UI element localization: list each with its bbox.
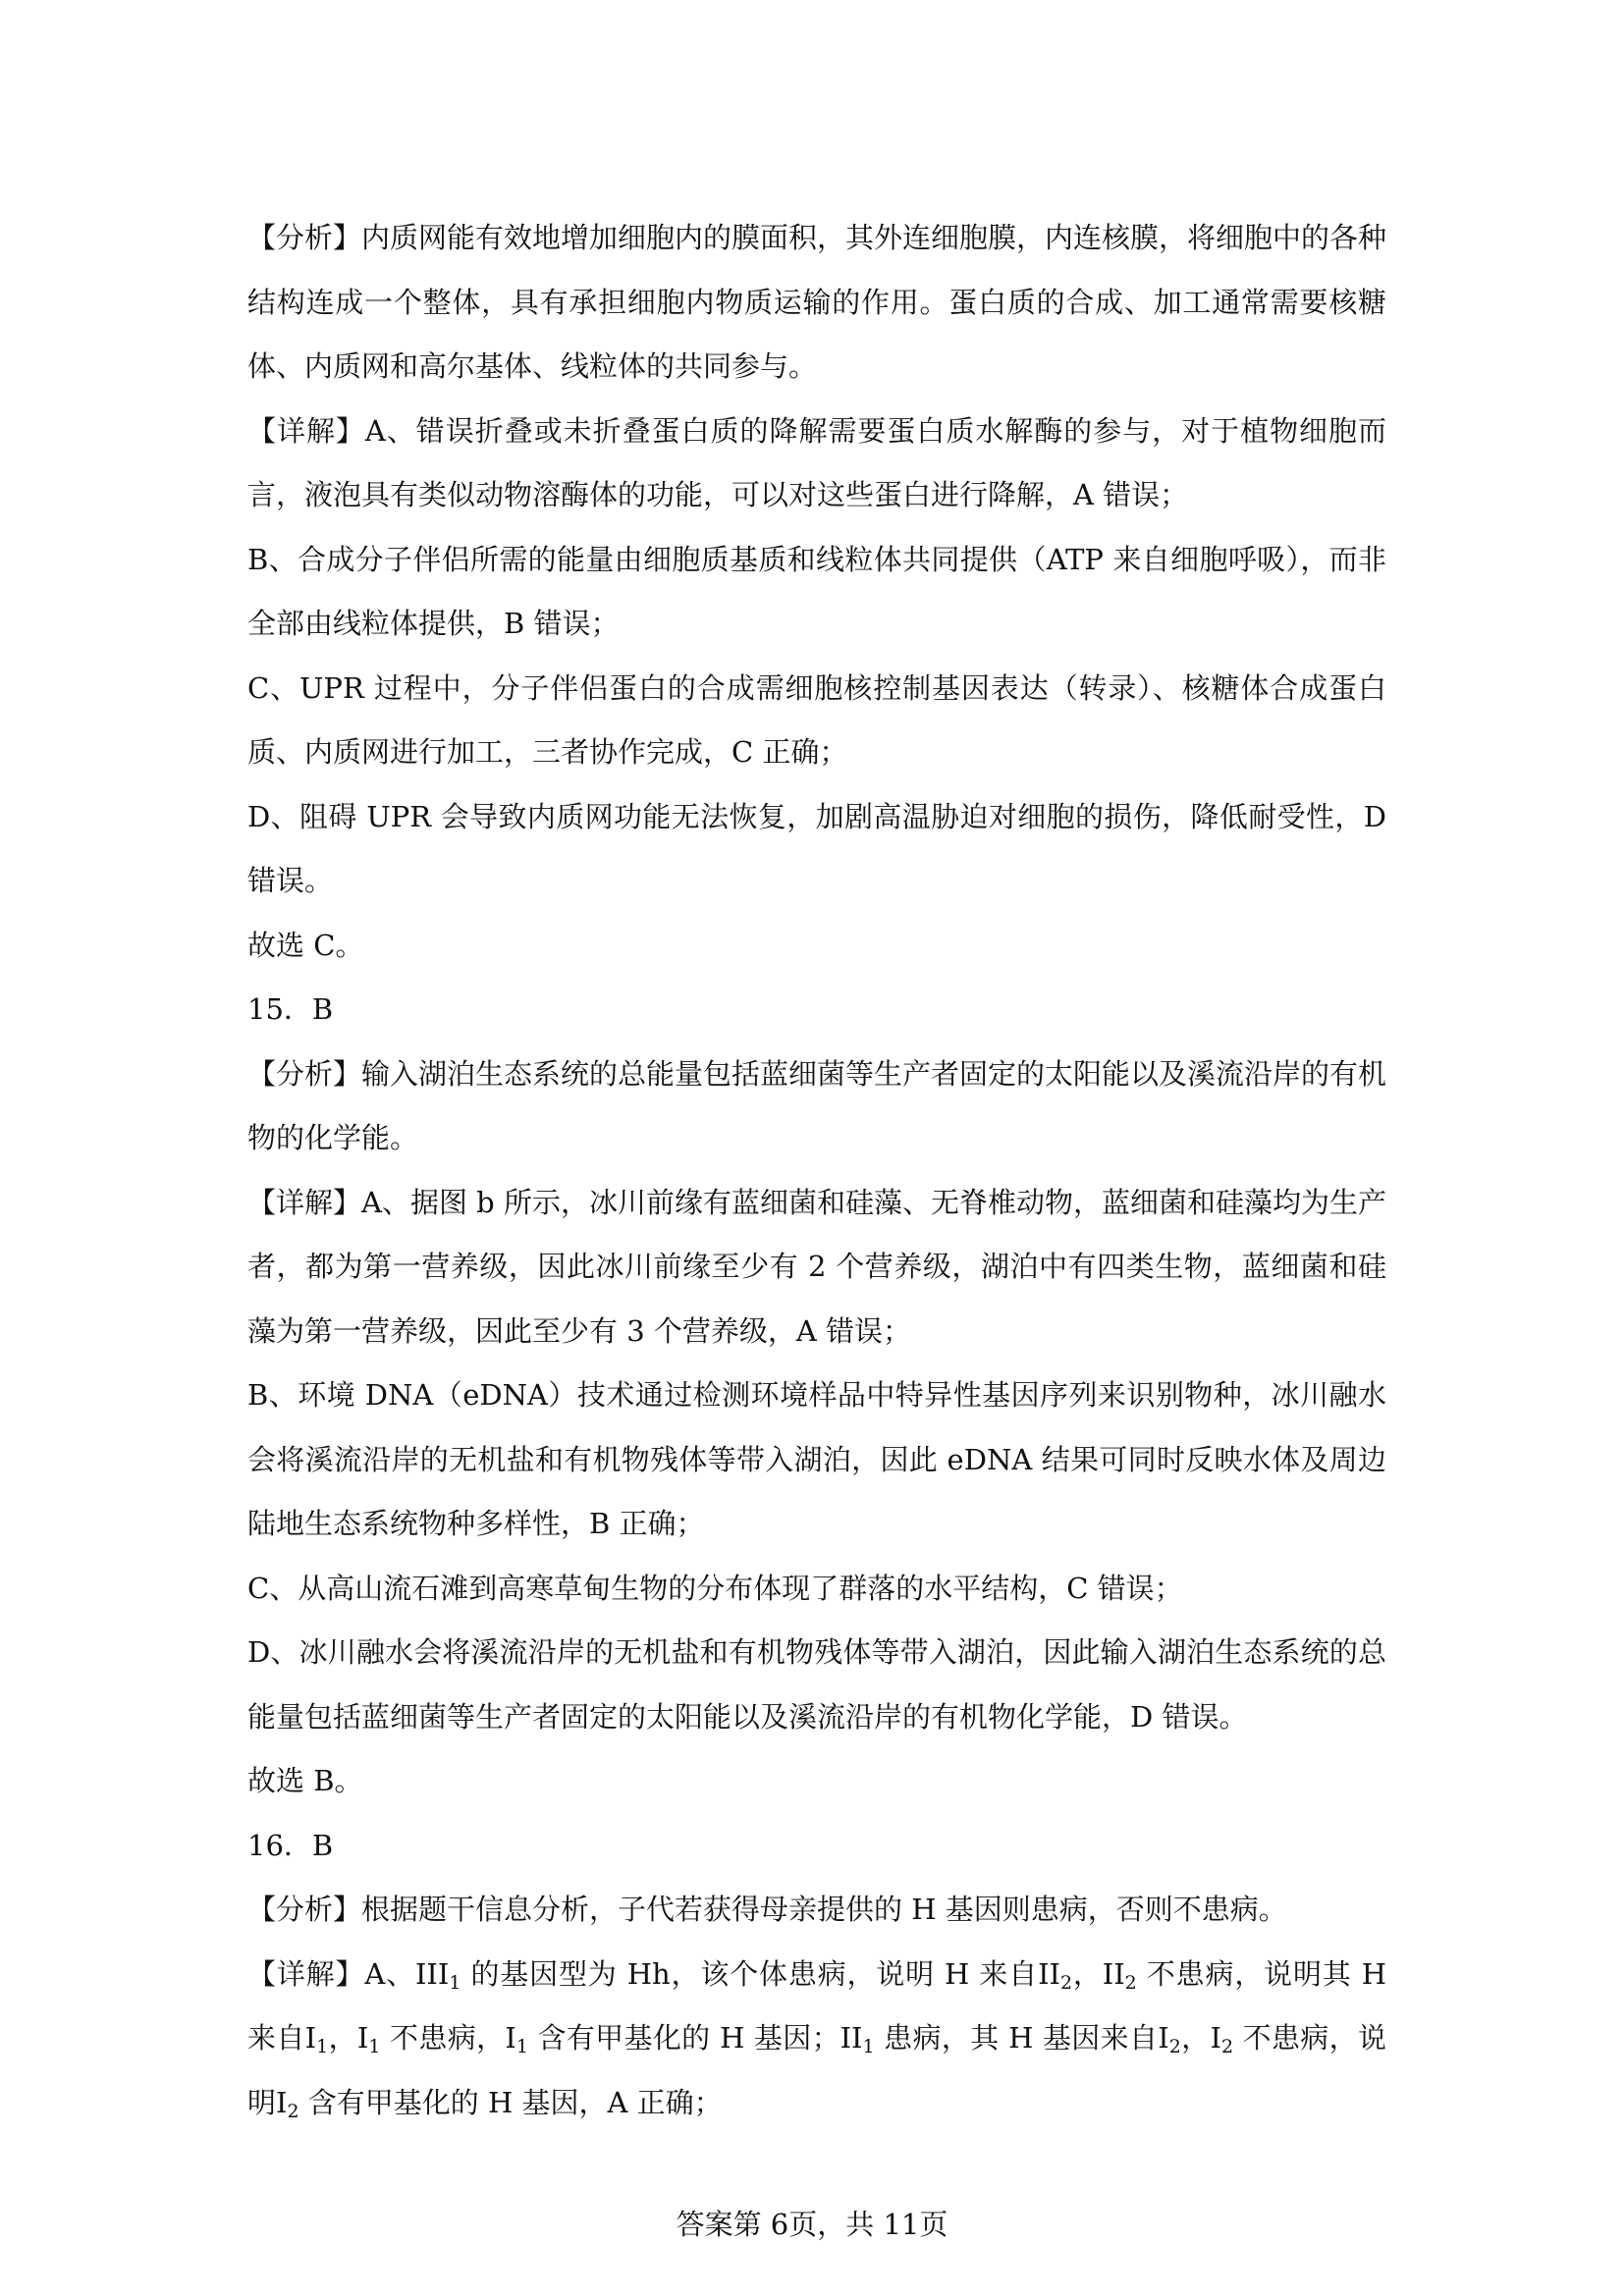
text-run: 不患病，说明其 H 来自I (247, 1956, 1387, 2055)
text-run: 【详解】A、III (247, 1956, 450, 1991)
conclusion-q15: 故选 B。 (247, 1764, 363, 1797)
page-footer: 答案第 6页，共 11页 (676, 2208, 948, 2241)
subscript: 1 (449, 1971, 461, 1994)
detail-paragraph-q14-a: 【详解】A、错误折叠或未折叠蛋白质的降解需要蛋白质水解酶的参与，对于植物细胞而言，液泡具有类似动物溶酶体的功能，可以对这些蛋白进行降解，A 错误； (247, 413, 1386, 511)
analysis-paragraph-q14: 【分析】内质网能有效地增加细胞内的膜面积，其外连细胞膜，内连核膜，将细胞中的各种结构连成一个整体，具有承担细胞内物质运输的作用。蛋白质的合成、加工通常需要核糖体、内质网和高尔基体、线粒体的共同参与。 (247, 221, 1387, 383)
detail-paragraph-q15-b: B、环境 DNA（eDNA）技术通过检测环境样品中特异性基因序列来识别物种，冰川融水会将溪流沿岸的无机盐和有机物残体等带入湖泊，因此 eDNA 结果可同时反映水体及周边陆地生态系统物种多样性，B 正确； (247, 1378, 1386, 1540)
conclusion-q14: 故选 C。 (247, 928, 364, 962)
subscript: 1 (862, 2036, 875, 2057)
text-run: 含有甲基化的 H 基因；II (527, 2021, 863, 2055)
subscript: 2 (287, 2100, 299, 2122)
question-16-answer: 16．B (247, 1828, 334, 1862)
answer-content (247, 206, 1386, 2135)
detail-paragraph-q16-a (247, 1943, 1386, 2136)
detail-paragraph-q14-c: C、UPR 过程中，分子伴侣蛋白的合成需细胞核控制基因表达（转录）、核糖体合成蛋白质、内质网进行加工，三者协作完成，C 正确； (247, 670, 1386, 769)
detail-paragraph-q14-d: D、阻碍 UPR 会导致内质网功能无法恢复，加剧高温胁迫对细胞的损伤，降低耐受性，D 错误。 (247, 799, 1386, 897)
subscript: 2 (1168, 2036, 1181, 2057)
text-run: ，II (1072, 1956, 1125, 1991)
text-run: ，I (1180, 2021, 1221, 2055)
detail-paragraph-q15-d: D、冰川融水会将溪流沿岸的无机盐和有机物残体等带入湖泊，因此输入湖泊生态系统的总能量包括蓝细菌等生产者固定的太阳能以及溪流沿岸的有机物化学能，D 错误。 (247, 1635, 1386, 1734)
detail-paragraph-q15-c: C、从高山流石滩到高寒草甸生物的分布体现了群落的水平结构，C 错误； (247, 1571, 1183, 1605)
detail-paragraph-q15-a: 【详解】A、据图 b 所示，冰川前缘有蓝细菌和硅藻、无脊椎动物，蓝细菌和硅藻均为生产者，都为第一营养级，因此冰川前缘至少有 2 个营养级，湖泊中有四类生物，蓝细菌和硅藻为第一营养级，因此至少有 3 个营养级，A 错误； (247, 1185, 1386, 1348)
detail-paragraph-q14-b: B、合成分子伴侣所需的能量由细胞质基质和线粒体共同提供（ATP 来自细胞呼吸），而非全部由线粒体提供，B 错误； (247, 542, 1386, 640)
subscript: 1 (368, 2036, 381, 2057)
text-run: ，I (328, 2021, 369, 2055)
analysis-paragraph-q15: 【分析】输入湖泊生态系统的总能量包括蓝细菌等生产者固定的太阳能以及溪流沿岸的有机物的化学能。 (247, 1056, 1387, 1154)
subscript: 1 (515, 2036, 528, 2057)
analysis-paragraph-q16: 【分析】根据题干信息分析，子代若获得母亲提供的 H 基因则患病，否则不患病。 (247, 1893, 1287, 1926)
subscript: 2 (1059, 1971, 1073, 1994)
subscript: 1 (316, 2036, 329, 2057)
question-15-answer: 15．B (247, 992, 334, 1026)
text-run: 患病，其 H 基因来自I (874, 2021, 1169, 2055)
subscript: 2 (1220, 2036, 1234, 2057)
text-run: 不患病，I (380, 2021, 516, 2055)
text-run: 的基因型为 Hh，该个体患病，说明 H 来自II (460, 1956, 1060, 1991)
text-run: 含有甲基化的 H 基因，A 正确； (298, 2085, 723, 2119)
subscript: 2 (1124, 1971, 1137, 1994)
text-run: 不患病，说明I (247, 2021, 1386, 2119)
